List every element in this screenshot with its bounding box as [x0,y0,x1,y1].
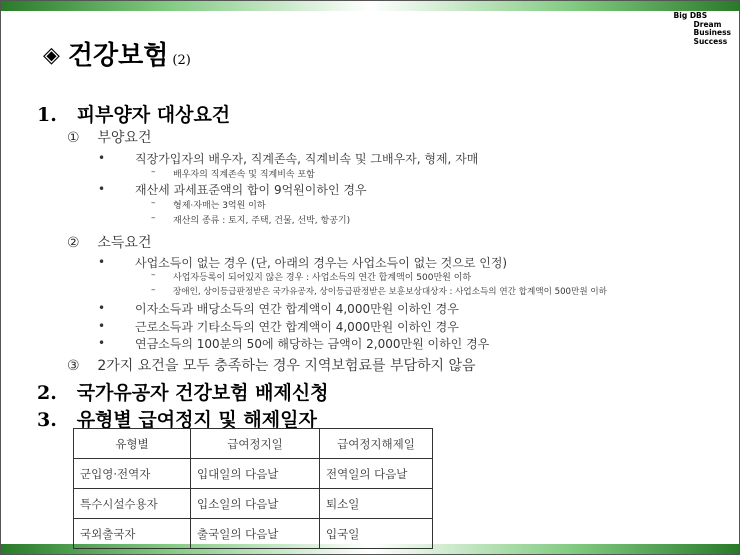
bullet-icon: • [98,336,106,350]
list-item: 사업소득이 없는 경우 (단, 아래의 경우는 사업소득이 없는 것으로 인정) [135,256,508,270]
bullet-icon: • [98,319,106,333]
table-header-row [74,429,433,459]
dash-icon: – [151,167,156,177]
table-cell: 전역일의 다음날 [320,459,433,489]
dash-icon: – [151,198,156,208]
table-row [74,489,433,519]
table-cell: 특수시설수용자 [74,489,191,519]
circled-number: ① [67,130,80,146]
requirement-2 [67,232,151,252]
sub-list-item: 배우자의 직계존속 및 직계비속 포함 [173,170,315,180]
table-cell: 출국일의 다음날 [191,519,320,549]
circled-number: ③ [67,358,80,374]
top-gradient-bar [1,1,739,11]
table-cell: 군입영·전역자 [74,459,191,489]
dash-icon: – [151,213,156,223]
list-item: 재산세 과세표준액의 합이 9억원이하인 경우 [135,183,367,197]
table-cell: 퇴소일 [320,489,433,519]
dash-icon: – [151,285,156,295]
table-cell: 입소일의 다음날 [191,489,320,519]
bullet-icon: • [98,182,106,196]
list-item: 연금소득의 100분의 50에 해당하는 금액이 2,000만원 이하인 경우 [135,337,490,351]
table-cell: 입국일 [320,519,433,549]
section-title: 국가유공자 건강보험 배제신청 [76,382,329,404]
brand-line: Big DBS [673,11,708,20]
section-title: 피부양자 대상요건 [76,104,231,126]
list-item: 직장가입자의 배우자, 직계존속, 직계비속 및 그배우자, 형제, 자매 [135,152,479,166]
brand-logo-text [674,12,731,46]
table-row [74,519,433,549]
section-number: 1. [37,104,57,126]
page-title-sub: (2) [172,53,191,68]
section-title: 유형별 급여정지 및 해제일자 [76,409,317,431]
section-number: 2. [37,382,57,404]
circled-number: ② [67,235,80,251]
table-row [74,459,433,489]
list-item: 이자소득과 배당소득의 연간 합계액이 4,000만원 이하인 경우 [135,302,459,316]
suspension-table [73,428,433,549]
section-1-heading [37,100,230,127]
table-cell: 국외출국자 [74,519,191,549]
diamond-icon: ◈ [43,42,60,68]
sub-list-item: 장애인, 상이등급판정받은 국가유공자, 상이등급판정받은 보훈보상대상자 : 사업소득의 연간 합계액이 500만원 이하 [173,287,607,297]
requirement-3 [67,355,476,375]
brand-line: Success [693,36,728,46]
page-title [43,35,191,72]
column-header: 급여정지해제일 [320,429,433,459]
table-cell: 입대일의 다음날 [191,459,320,489]
sub-list-item: 형제·자매는 3억원 이하 [173,201,266,211]
brand-line: Business [693,28,731,37]
column-header: 급여정지일 [191,429,320,459]
requirement-1 [67,127,151,147]
page-title-text: 건강보험 [67,41,169,71]
bullet-icon: • [98,151,106,165]
sub-list-item: 재산의 종류 : 토지, 주택, 건물, 선박, 항공기) [173,216,351,226]
column-header: 유형별 [74,429,191,459]
section-number: 3. [37,409,57,431]
brand-line: Dream [693,19,722,29]
section-2-heading [37,378,329,405]
requirement-label: 소득요건 [97,235,152,251]
list-item: 근로소득과 기타소득의 연간 합계액이 4,000만원 이하인 경우 [135,320,459,334]
sub-list-item: 사업자등록이 되어있지 않은 경우 : 사업소득의 연간 합계액이 500만원 이하 [173,273,472,283]
requirement-label: 2가지 요건을 모두 충족하는 경우 지역보험료를 부담하지 않음 [97,358,476,374]
requirement-label: 부양요건 [97,130,152,146]
dash-icon: – [151,270,156,280]
bullet-icon: • [98,255,106,269]
bullet-icon: • [98,301,106,315]
